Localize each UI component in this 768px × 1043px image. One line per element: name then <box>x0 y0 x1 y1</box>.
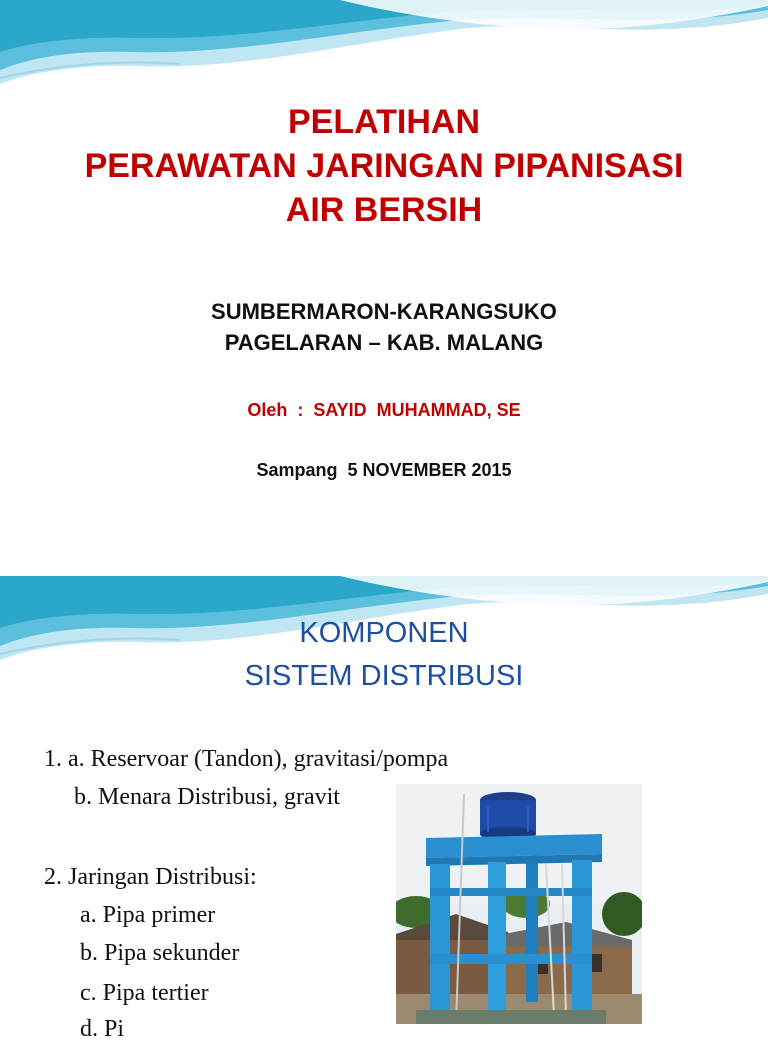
title-line-2: PERAWATAN JARINGAN PIPANISASI <box>84 147 684 185</box>
location-subtitle <box>0 296 768 358</box>
list-item: b. Pipa sekunder <box>80 940 240 966</box>
title-line-3: AIR BERSIH <box>285 191 483 229</box>
author-line: Oleh : SAYID MUHAMMAD, SE <box>247 400 521 420</box>
title-line-2: SISTEM DISTRIBUSI <box>244 660 524 692</box>
slide-title <box>0 612 768 698</box>
title-line-1: KOMPONEN <box>299 617 469 649</box>
water-tower-photo <box>396 784 642 1024</box>
list-item: 1. a. Reservoar (Tandon), gravitasi/pompa <box>44 746 449 772</box>
list-item-partial: d. Pi <box>80 1016 125 1042</box>
list-item: b. Menara Distribusi, gravit <box>74 784 340 810</box>
subtitle-line-2: PAGELARAN – KAB. MALANG <box>224 330 544 355</box>
list-item: a. Pipa primer <box>80 902 216 928</box>
list-item: 2. Jaringan Distribusi: <box>44 864 257 890</box>
subtitle-line-1: SUMBERMARON-KARANGSUKO <box>211 299 557 324</box>
slide-title <box>0 100 768 232</box>
wave-header-decoration <box>0 0 768 100</box>
list-item: c. Pipa tertier <box>80 980 209 1006</box>
date-line: Sampang 5 NOVEMBER 2015 <box>256 460 512 480</box>
title-line-1: PELATIHAN <box>287 103 481 141</box>
